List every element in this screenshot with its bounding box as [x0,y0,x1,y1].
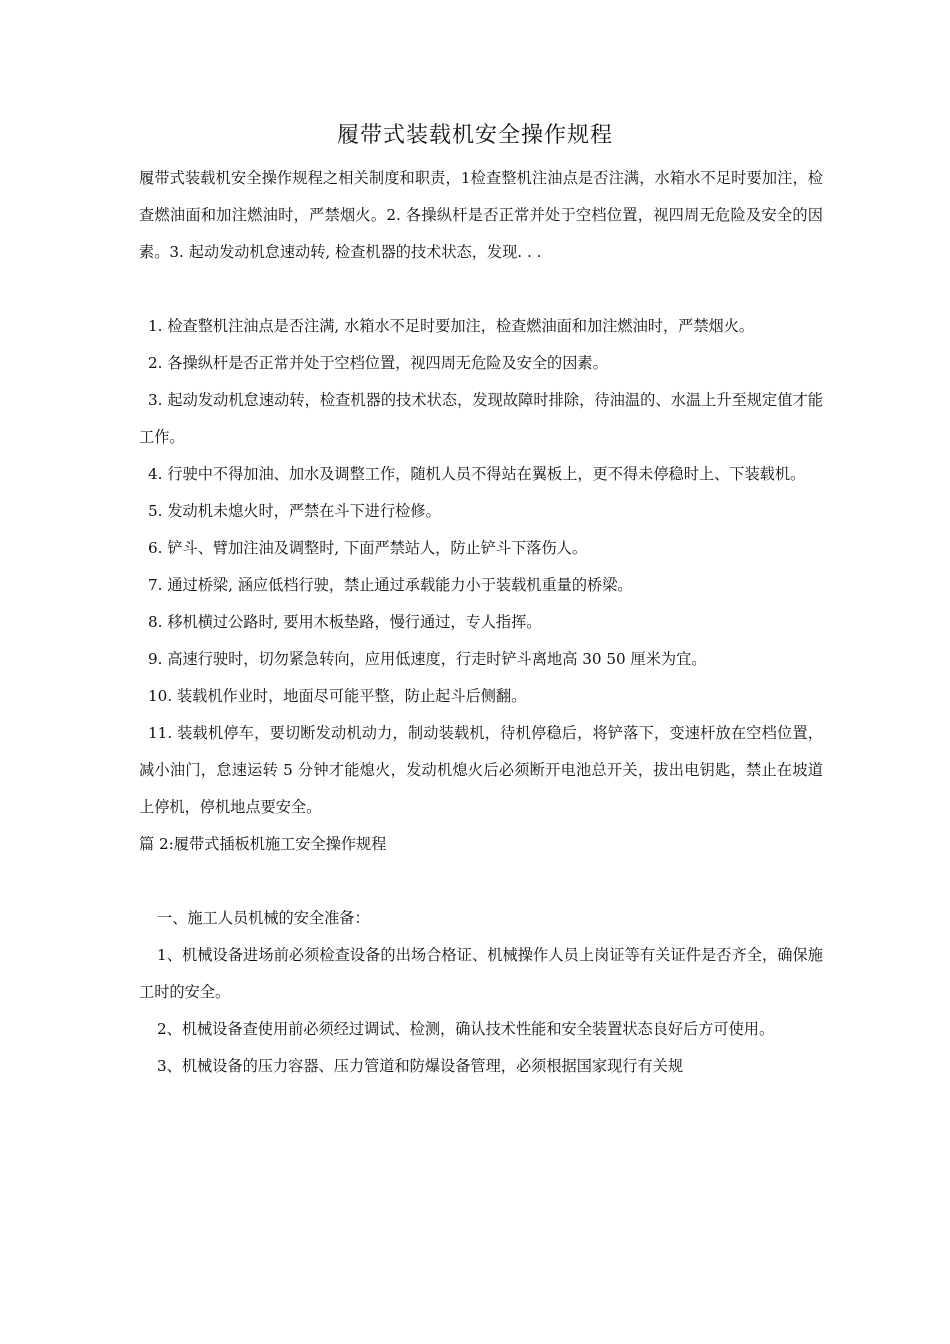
section-item-1: 1、机械设备进场前必须检查设备的出场合格证、机械操作人员上岗证等有关证件是否齐全，确保施工时的安全。 [139,946,823,1001]
rule-item-4: 4. 行驶中不得加油、加水及调整工作，随机人员不得站在翼板上，更不得未停稳时上、下装载机。 [148,465,806,483]
rule-item-10: 10. 装载机作业时，地面尽可能平整，防止起斗后侧翻。 [148,687,527,705]
section-heading: 一、施工人员机械的安全准备： [157,909,370,927]
rule-item-6: 6. 铲斗、臂加注油及调整时, 下面严禁站人，防止铲斗下落伤人。 [148,539,588,557]
section-item-2: 2、机械设备查使用前必须经过调试、检测，确认技术性能和安全装置状态良好后方可使用。 [157,1020,775,1038]
rule-item-1: 1. 检查整机注油点是否注满, 水箱水不足时要加注，检查燃油面和加注燃油时，严禁烟火。 [148,317,755,335]
rule-item-11: 11. 装载机停车，要切断发动机动力，制动装载机，待机停稳后，将铲落下，变速杆放在空档位置，减小油门，怠速运转 5 分钟才能熄火，发动机熄火后必须断开电池总开关，拔出电钥匙，禁止在坡道上停机，停机地点要安全。 [139,724,823,816]
rule-item-2: 2. 各操纵杆是否正常并处于空档位置，视四周无危险及安全的因素。 [148,354,608,372]
section-item-3: 3、机械设备的压力容器、压力管道和防爆设备管理，必须根据国家现行有关规 [157,1057,684,1075]
part2-title: 篇 2:履带式插板机施工安全操作规程 [139,835,387,853]
summary-paragraph: 履带式装载机安全操作规程之相关制度和职责，1检查整机注油点是否注满，水箱水不足时要加注，检查燃油面和加注燃油时，严禁烟火。2. 各操纵杆是否正常并处于空档位置，视四周无危险及安全的因素。3. 起动发动机怠速动转, 检查机器的技术状态，发现. . . [139,169,823,261]
rule-item-5: 5. 发动机未熄火时，严禁在斗下进行检修。 [148,502,441,520]
rule-item-7: 7. 通过桥梁, 涵应低档行驶，禁止通过承载能力小于装载机重量的桥梁。 [148,576,633,594]
rule-item-9: 9. 高速行驶时，切勿紧急转向，应用低速度，行走时铲斗离地高 30 50 厘米为宜。 [148,650,707,668]
document-title: 履带式装载机安全操作规程 [336,123,613,148]
rule-item-8: 8. 移机横过公路时, 要用木板垫路，慢行通过，专人指挥。 [148,613,542,631]
blank-line [139,863,823,900]
document-body [139,160,823,1085]
rule-item-3: 3. 起动发动机怠速动转，检查机器的技术状态，发现故障时排除，待油温的、水温上升至规定值才能工作。 [139,391,823,446]
blank-line [139,271,823,308]
